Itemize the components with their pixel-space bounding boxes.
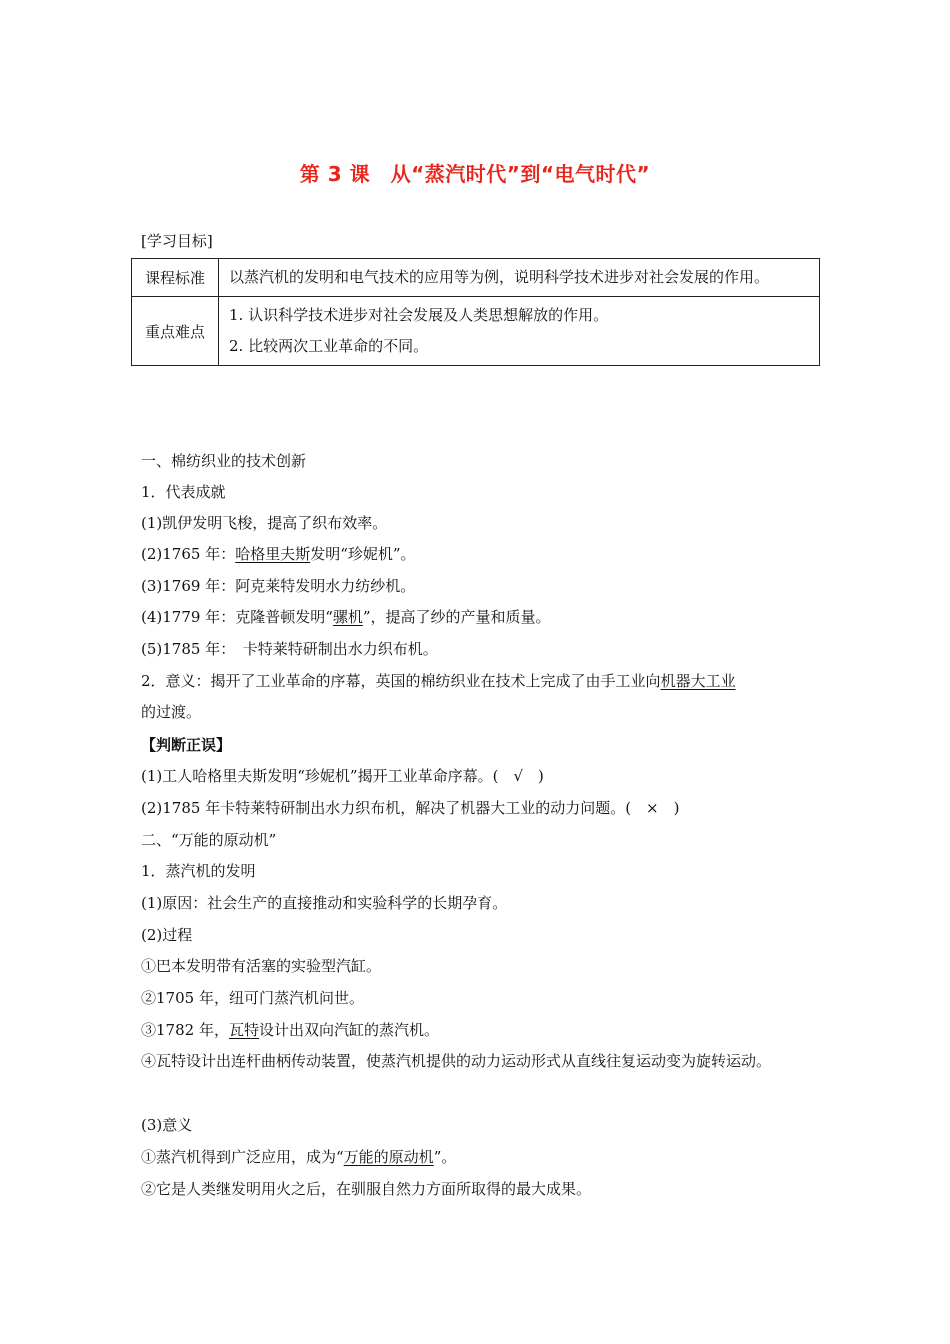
list-item [141, 606, 551, 628]
text-segment: 发明“珍妮机”。 [310, 545, 416, 563]
table-content-cell [219, 297, 820, 366]
underlined-answer: 万能的原动机 [343, 1148, 434, 1166]
list-item: (2)1785 年卡特莱特研制出水力织布机，解决了机器大工业的动力问题。( × ) [141, 799, 680, 817]
list-item: 2. 比较两次工业革命的不同。 [229, 337, 429, 355]
list-item: (3)1769 年：阿克莱特发明水力纺纱机。 [141, 577, 416, 595]
underlined-answer: 哈格里夫斯 [235, 545, 311, 563]
underlined-answer: 机器大工业 [660, 672, 736, 690]
underlined-answer: 瓦特 [228, 1021, 259, 1039]
text-segment: ①蒸汽机得到广泛应用，成为“ [141, 1148, 344, 1166]
list-item: (5)1785 年： 卡特莱特研制出水力织布机。 [141, 640, 438, 658]
learning-goals-label: [学习目标] [141, 232, 213, 250]
table-row [132, 259, 820, 297]
list-item: ①巴本发明带有活塞的实验型汽缸。 [141, 957, 382, 975]
text-segment: 设计出双向汽缸的蒸汽机。 [258, 1021, 439, 1039]
text-segment: (2)1765 年： [141, 545, 236, 563]
underlined-answer: 骡机 [332, 608, 363, 626]
section-heading: 二、“万能的原动机” [141, 831, 277, 849]
subheading: 1．代表成就 [141, 483, 226, 501]
list-item: (1)工人哈格里夫斯发明“珍妮机”揭开工业革命序幕。( √ ) [141, 767, 544, 785]
paragraph [141, 670, 736, 692]
text-segment: 2．意义：揭开了工业革命的序幕，英国的棉纺织业在技术上完成了由手工业向 [141, 672, 661, 690]
list-item: (1)原因：社会生产的直接推动和实验科学的长期孕育。 [141, 894, 508, 912]
page-title: 第 3 课 从“蒸汽时代”到“电气时代” [299, 162, 651, 186]
text-segment: ”，提高了纱的产量和质量。 [362, 608, 551, 626]
list-item [141, 1146, 456, 1168]
section-heading: 一、棉纺织业的技术创新 [141, 452, 307, 470]
judge-heading: 【判断正误】 [141, 736, 232, 754]
learning-goals-table [131, 258, 820, 366]
list-item [141, 543, 416, 565]
list-item: (1)凯伊发明飞梭，提高了织布效率。 [141, 514, 388, 532]
list-item: (2)过程 [141, 926, 193, 944]
paragraph-continuation: 的过渡。 [141, 703, 202, 721]
table-header-cell: 课程标准 [132, 259, 219, 297]
text-segment: ”。 [433, 1148, 457, 1166]
list-item [141, 1019, 439, 1041]
list-item: (3)意义 [141, 1116, 193, 1134]
list-item: ②1705 年，纽可门蒸汽机问世。 [141, 989, 364, 1007]
table-row [132, 297, 820, 366]
list-item: ④瓦特设计出连杆曲柄传动装置，使蒸汽机提供的动力运动形式从直线往复运动变为旋转运动。 [141, 1052, 772, 1070]
subheading: 1．蒸汽机的发明 [141, 862, 256, 880]
text-segment: (4)1779 年：克隆普顿发明“ [141, 608, 333, 626]
table-content-cell: 以蒸汽机的发明和电气技术的应用等为例，说明科学技术进步对社会发展的作用。 [219, 259, 820, 297]
list-item: 1. 认识科学技术进步对社会发展及人类思想解放的作用。 [229, 306, 609, 324]
table-header-cell: 重点难点 [132, 297, 219, 366]
text-segment: ③1782 年， [141, 1021, 229, 1039]
list-item: ②它是人类继发明用火之后，在驯服自然力方面所取得的最大成果。 [141, 1180, 592, 1198]
